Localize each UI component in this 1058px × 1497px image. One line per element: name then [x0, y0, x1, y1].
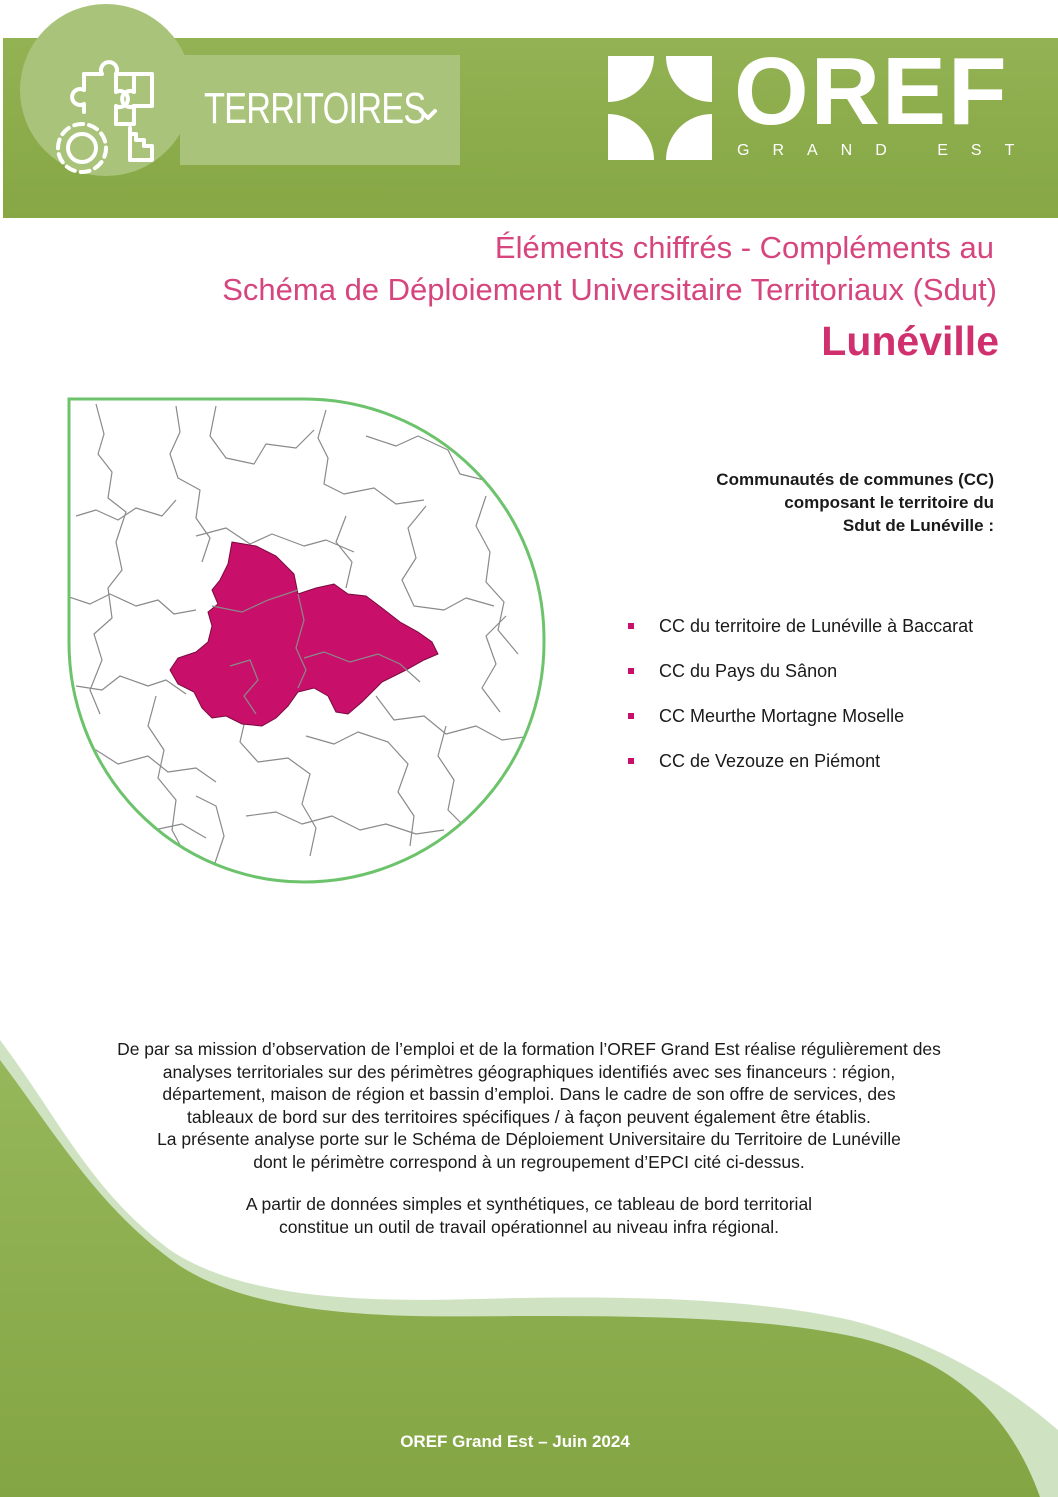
bullet-icon [628, 623, 634, 629]
cc-item-label: CC Meurthe Mortagne Moselle [659, 706, 905, 726]
intro-line: tableaux de bord sur des territoires spécifiques / à façon peuvent également être établis. [187, 1106, 871, 1127]
summary-line: A partir de données simples et synthétiques, ce tableau de bord territorial [245, 1194, 813, 1214]
bullet-icon [628, 758, 634, 764]
bullet-icon [628, 668, 634, 674]
oref-logo-mark [608, 56, 712, 160]
list-item [628, 659, 973, 704]
intro-line: La présente analyse porte sur le Schéma de Déploiement Universitaire du Territoire de Lunéville [157, 1129, 901, 1150]
territory-map [66, 396, 552, 888]
cc-list [628, 614, 973, 794]
intro-paragraph [0, 1038, 1058, 1174]
cc-heading [614, 468, 994, 537]
cc-item-label: CC de Vezouze en Piémont [659, 751, 881, 771]
list-item [628, 704, 973, 749]
puzzle-gear-icon [48, 32, 168, 182]
chevron-down-icon[interactable] [418, 108, 438, 122]
intro-line: département, maison de région et bassin d’emploi. Dans le cadre de son offre de services, des [162, 1084, 896, 1105]
cc-heading-line-1: Communautés de communes (CC) [716, 470, 994, 489]
cc-heading-line-3: Sdut de Lunéville : [842, 516, 994, 535]
summary-paragraph [0, 1193, 1058, 1238]
summary-line: constitue un outil de travail opérationnel au niveau infra régional. [278, 1216, 780, 1237]
intro-line: De par sa mission d’observation de l’emploi et de la formation l’OREF Grand Est réalise régulièrement des [117, 1039, 941, 1059]
footer-credit: OREF Grand Est – Juin 2024 [400, 1432, 630, 1451]
list-item [628, 614, 973, 659]
title-line-1: Éléments chiffrés - Compléments au [494, 230, 994, 265]
brand-name: OREF [734, 38, 1009, 145]
section-label[interactable]: TERRITOIRES [204, 84, 426, 133]
cc-item-label: CC du Pays du Sânon [659, 661, 838, 681]
list-item [628, 749, 973, 794]
bullet-icon [628, 713, 634, 719]
title-line-2: Schéma de Déploiement Universitaire Territoriaux (Sdut) [222, 272, 997, 307]
intro-line: analyses territoriales sur des périmètres géographiques identifiés avec ses financeurs : région, [162, 1061, 896, 1082]
brand-subtitle: GRAND EST [737, 142, 1038, 159]
cc-heading-line-2: composant le territoire du [784, 493, 994, 512]
cc-item-label: CC du territoire de Lunéville à Baccarat [659, 616, 974, 636]
title-place: Lunéville [821, 318, 999, 364]
intro-line: dont le périmètre correspond à un regroupement d’EPCI cité ci-dessus. [253, 1151, 805, 1172]
